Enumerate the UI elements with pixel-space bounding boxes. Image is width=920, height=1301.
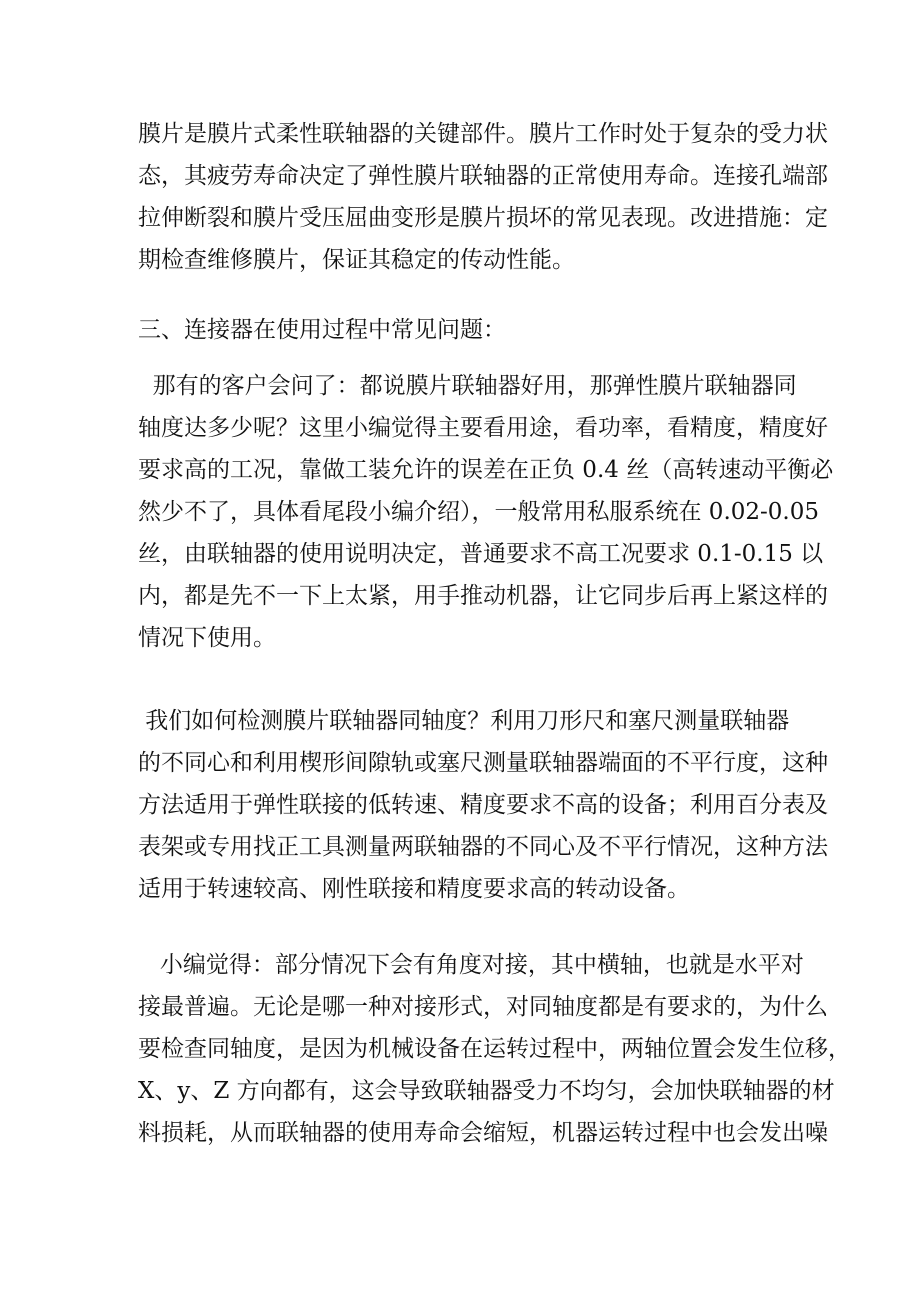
paragraph-detection-methods: [138, 700, 828, 910]
text-line: 情况下使用。: [138, 625, 276, 651]
text-line: 期检查维修膜片，保证其稳定的传动性能。: [138, 247, 575, 273]
text-line: 接最普遍。无论是哪一种对接形式，对同轴度都是有要求的，为什么: [138, 994, 828, 1020]
text-line: 小编觉得：部分情况下会有角度对接，其中横轴，也就是水平对: [138, 952, 804, 978]
text-line: 拉伸断裂和膜片受压屈曲变形是膜片损坏的常见表现。改进措施：定: [138, 205, 828, 231]
text-line: 要检查同轴度，是因为机械设备在运转过程中，两轴位置会发生位移，: [138, 1036, 851, 1062]
text-line: 要求高的工况，靠做工装允许的误差在正负 0.4 丝（高转速动平衡必: [138, 457, 834, 483]
text-line: 适用于转速较高、刚性联接和精度要求高的转动设备。: [138, 876, 690, 902]
text-line: 的不同心和利用楔形间隙轨或塞尺测量联轴器端面的不平行度，这种: [138, 750, 828, 776]
text-line: 方法适用于弹性联接的低转速、精度要求不高的设备；利用百分表及: [138, 792, 828, 818]
text-line: 然少不了，具体看尾段小编介绍），一般常用私服系统在 0.02-0.05: [138, 499, 820, 525]
text-line: 轴度达多少呢？这里小编觉得主要看用途，看功率，看精度，精度好: [138, 415, 828, 441]
paragraph-editor-note: [138, 944, 851, 1154]
paragraph-coaxiality-question: [138, 365, 834, 659]
section-heading: [138, 309, 784, 351]
text-line: 丝，由联轴器的使用说明决定，普通要求不高工况要求 0.1-0.15 以: [138, 541, 824, 567]
text-line: 表架或专用找正工具测量两联轴器的不同心及不平行情况，这种方法: [138, 834, 828, 860]
text-line: 料损耗，从而联轴器的使用寿命会缩短，机器运转过程中也会发出噪: [138, 1120, 828, 1146]
text-line: X、y、Z 方向都有，这会导致联轴器受力不均匀，会加快联轴器的材: [138, 1078, 835, 1104]
text-line: 内，都是先不一下上太紧，用手推动机器，让它同步后再上紧这样的: [138, 583, 828, 609]
heading-text: 三、连接器在使用过程中常见问题：: [138, 317, 506, 343]
paragraph-diaphragm-intro: [138, 113, 828, 281]
text-line: 那有的客户会问了：都说膜片联轴器好用，那弹性膜片联轴器同: [138, 373, 797, 399]
text-line: 态，其疲劳寿命决定了弹性膜片联轴器的正常使用寿命。连接孔端部: [138, 163, 828, 189]
text-line: 膜片是膜片式柔性联轴器的关键部件。膜片工作时处于复杂的受力状: [138, 121, 828, 147]
text-line: 我们如何检测膜片联轴器同轴度？利用刀形尺和塞尺测量联轴器: [138, 708, 790, 734]
